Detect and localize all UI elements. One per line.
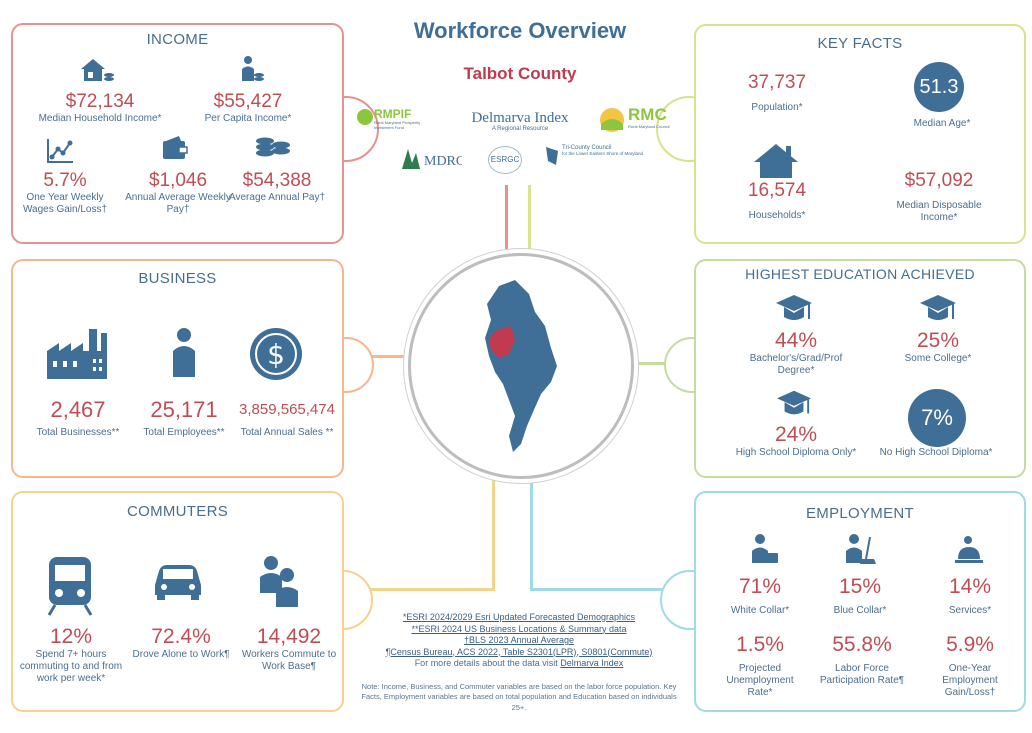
workers-commute: 14,492 Workers Commute to Work Base¶ <box>241 625 337 672</box>
labor-force-participation: 55.8% Labor Force Participation Rate¶ <box>819 633 905 686</box>
source-esri-demographics[interactable]: *ESRI 2024/2029 Esri Updated Forecasted Demographics <box>402 612 636 622</box>
dollar-sign-glyph: $ <box>267 338 285 371</box>
total-employees: 25,171 Total Employees** <box>143 397 225 438</box>
annual-average-weekly-pay: $1,046 Annual Average Weekly Pay† <box>125 170 231 215</box>
rmpif-logo: RMPIF Rural Maryland Prosperity Investment Fund <box>356 108 436 130</box>
methodology-note: Note: Income, Business, and Commuter variables are based on the labor force population. Key Facts, Employment variables are based on total population and Education based on individuals 25+. <box>361 681 677 712</box>
median-age-circle: 51.3 <box>914 62 964 112</box>
commuters-title: COMMUTERS <box>126 503 229 520</box>
more-details: For more details about the data visit Delmarva Index <box>414 658 624 668</box>
county-name: Talbot County <box>463 64 577 83</box>
employment-title: EMPLOYMENT <box>805 505 914 522</box>
weekly-wages-gain: 5.7% One Year Weekly Wages Gain/Loss† <box>22 170 108 215</box>
graduation-cap-icon-3 <box>774 387 814 421</box>
key-facts-title: KEY FACTS <box>817 35 903 52</box>
workers-group-icon <box>257 553 303 609</box>
office-worker-icon <box>750 533 780 565</box>
graduation-cap-icon <box>774 291 814 327</box>
rmc-logo: RMC Rural Maryland Council <box>598 106 682 134</box>
rmc-sun-icon <box>598 106 626 134</box>
no-diploma-circle: 7% <box>908 389 966 447</box>
average-annual-pay: $54,388 Average Annual Pay† <box>229 170 326 203</box>
some-college: 25% Some College* <box>904 329 972 364</box>
sources-notes <box>360 612 678 713</box>
drove-alone: 72.4% Drove Alone to Work¶ <box>132 625 230 660</box>
car-icon <box>151 557 205 601</box>
connector-income <box>505 185 508 255</box>
per-capita-income: $55,427 Per Capita Income* <box>204 91 292 124</box>
connector-commuters <box>492 478 495 588</box>
no-diploma-label: No High School Diploma* <box>879 447 993 458</box>
cleaning-worker-icon <box>844 533 878 565</box>
train-icon <box>45 553 95 617</box>
white-collar: 71% White Collar* <box>730 575 790 616</box>
county-map <box>411 256 631 476</box>
tcc-map-icon <box>544 145 560 167</box>
median-disposable-income: $57,092 Median Disposable Income* <box>896 170 982 223</box>
median-household-income: $72,134 Median Household Income* <box>38 91 162 124</box>
delmarva-index-logo: Delmarva Index A Regional Resource <box>471 110 569 132</box>
employment-gain: 5.9% One-Year Employment Gain/Loss† <box>942 633 998 698</box>
total-businesses: 2,467 Total Businesses** <box>36 397 120 438</box>
commuters-panel <box>11 491 344 712</box>
factory-icon <box>45 325 109 381</box>
connector-employment-h <box>530 588 670 591</box>
mdrc-text: MDRC <box>424 154 462 169</box>
rmpif-leaf-icon <box>356 108 374 126</box>
commute-hours: 12% Spend 7+ hours commuting to and from work per week* <box>19 625 123 684</box>
households: 16,574 Households* <box>747 180 807 221</box>
graduation-cap-icon-2 <box>918 291 958 327</box>
connector-keyfacts <box>528 185 531 255</box>
esrgc-logo: ESRGC <box>488 146 522 174</box>
delmarva-index-link[interactable]: Delmarva Index <box>560 658 624 668</box>
education-title: HIGHEST EDUCATION ACHIEVED <box>745 266 975 282</box>
employment-panel <box>694 491 1026 712</box>
total-annual-sales: 3,859,565,474 Total Annual Sales ** <box>239 401 335 438</box>
bachelors-degree: 44% Bachelor's/Grad/Prof Degree* <box>749 329 843 376</box>
source-census[interactable]: ¶Census Bureau, ACS 2022, Table S2301(LPR), S0801(Commute) <box>385 646 653 657</box>
mdrc-logo <box>398 145 462 175</box>
connector-commuters-h <box>365 588 495 591</box>
person-coins-icon <box>239 55 265 83</box>
coin-stack-icon <box>253 133 293 161</box>
business-title: BUSINESS <box>138 270 217 287</box>
tri-county-council-logo: Tri-County Council for the Lower Eastern Shore of Maryland <box>544 145 654 167</box>
business-panel <box>11 259 344 478</box>
house-money-icon <box>79 55 115 83</box>
median-age-label: Median Age* <box>913 118 971 129</box>
house-icon <box>752 142 800 180</box>
wallet-icon <box>161 135 189 161</box>
income-panel <box>11 23 344 244</box>
population: 37,737 Population* <box>747 72 807 113</box>
mdrc-mark-icon <box>398 145 462 173</box>
high-school-only: 24% High School Diploma Only* <box>735 423 857 458</box>
line-chart-icon <box>45 137 75 165</box>
key-facts-panel <box>694 24 1026 244</box>
service-bell-icon <box>954 535 984 565</box>
blue-collar: 15% Blue Collar* <box>833 575 887 616</box>
page-title: Workforce Overview <box>413 18 627 43</box>
dollar-circle-icon <box>249 327 303 381</box>
county-map-circle <box>408 253 634 479</box>
services: 14% Services* <box>948 575 992 616</box>
employee-icon <box>169 327 199 379</box>
unemployment-rate: 1.5% Projected Unemployment Rate* <box>726 633 794 698</box>
source-bls[interactable]: †BLS 2023 Annual Average <box>464 635 574 645</box>
income-title: INCOME <box>146 31 209 48</box>
source-esri-business[interactable]: **ESRI 2024 US Business Locations & Summary data <box>411 623 627 634</box>
education-panel <box>694 259 1026 478</box>
connector-employment <box>530 478 533 588</box>
